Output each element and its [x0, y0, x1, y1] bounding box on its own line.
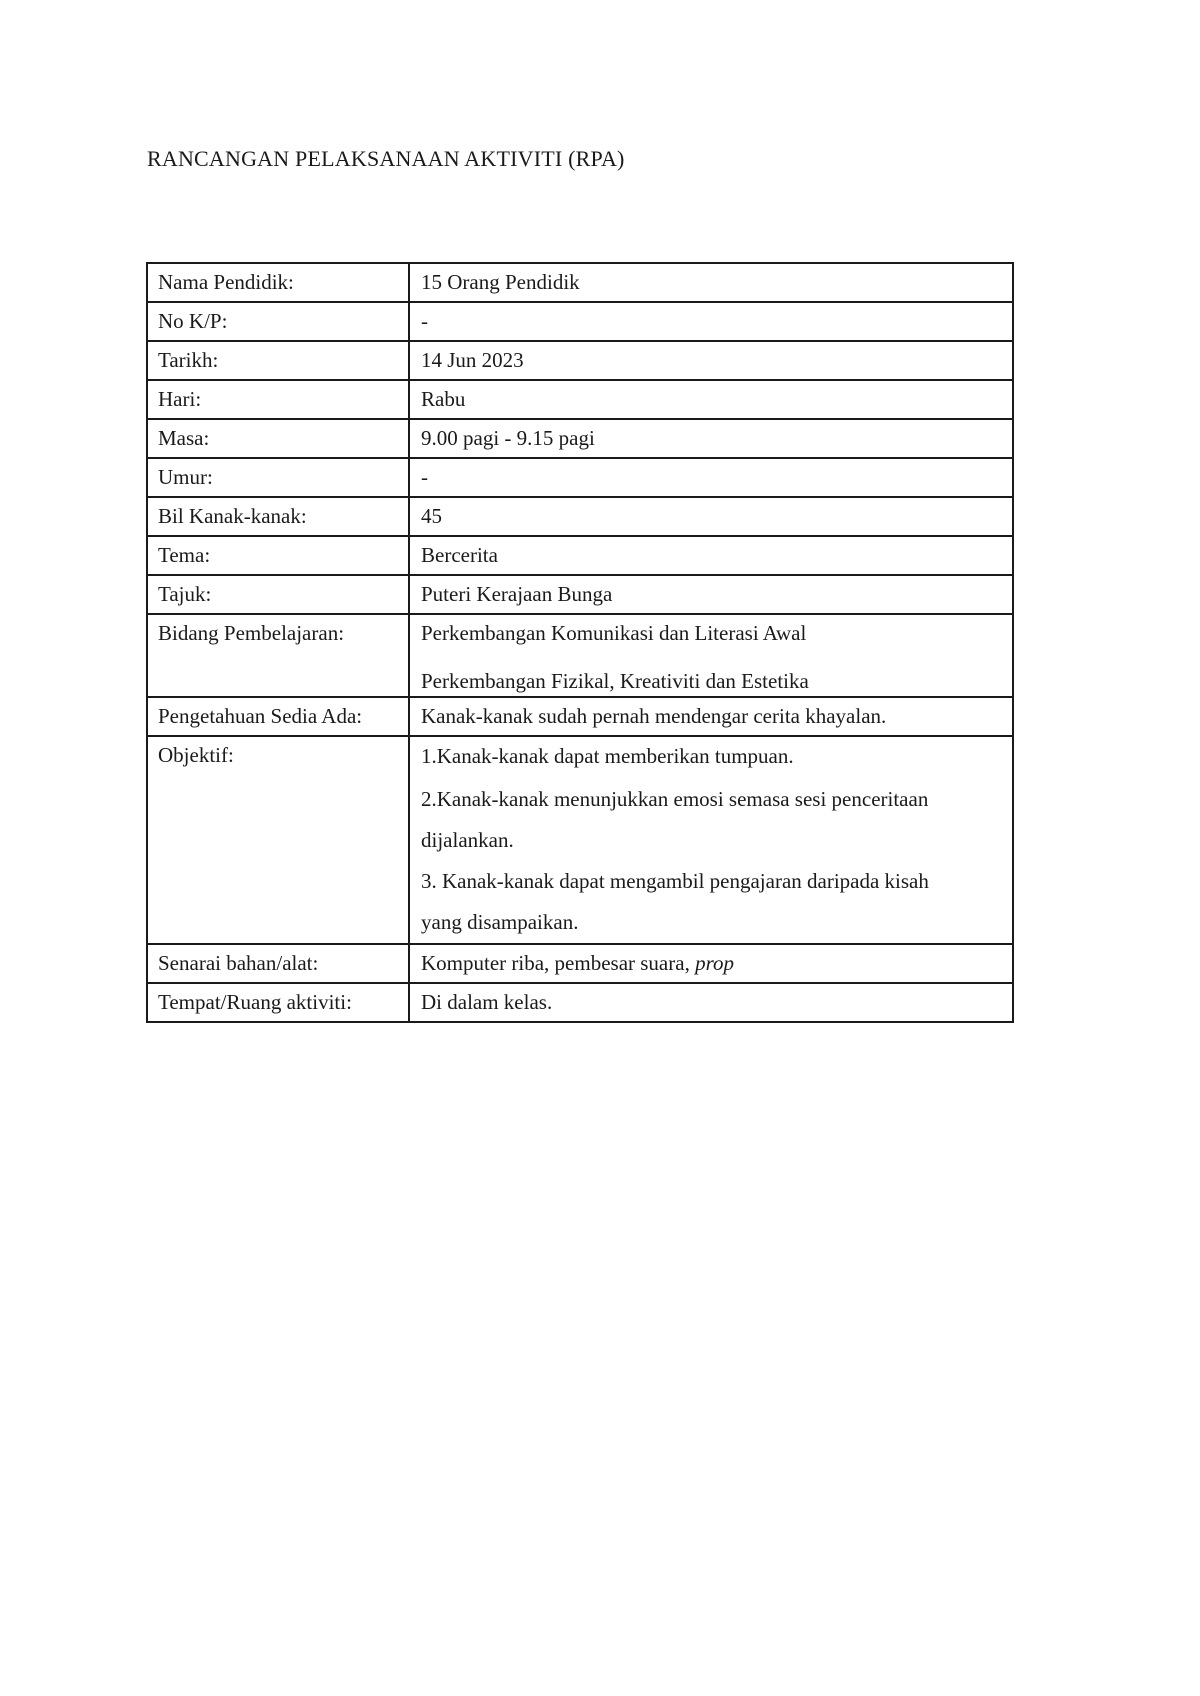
value-bidang-pembelajaran — [409, 614, 1013, 697]
objektif-line: yang disampaikan. — [421, 909, 579, 934]
bidang-item: Perkembangan Komunikasi dan Literasi Awal — [421, 621, 807, 645]
value-nama-pendidik: 15 Orang Pendidik — [409, 263, 1013, 302]
table-row-no-kp — [147, 302, 1013, 341]
table-row-bil-kanak-kanak — [147, 497, 1013, 536]
value-tajuk: Puteri Kerajaan Bunga — [409, 575, 1013, 614]
table-row-objektif — [147, 736, 1013, 944]
label-tempat: Tempat/Ruang aktiviti: — [147, 983, 409, 1022]
label-umur: Umur: — [147, 458, 409, 497]
label-bidang-pembelajaran: Bidang Pembelajaran: — [147, 614, 409, 697]
page-title: RANCANGAN PELAKSANAAN AKTIVITI (RPA) — [147, 146, 625, 171]
value-masa: 9.00 pagi - 9.15 pagi — [409, 419, 1013, 458]
senarai-bahan-text: Komputer riba, pembesar suara, — [421, 950, 696, 975]
value-bil-kanak-kanak: 45 — [409, 497, 1013, 536]
objektif-line: 1.Kanak-kanak dapat memberikan tumpuan. — [421, 743, 794, 768]
table-row-nama-pendidik — [147, 263, 1013, 302]
value-senarai-bahan — [409, 944, 1013, 983]
label-tema: Tema: — [147, 536, 409, 575]
value-umur: - — [409, 458, 1013, 497]
table-row-tajuk — [147, 575, 1013, 614]
table-row-senarai-bahan — [147, 944, 1013, 983]
label-bil-kanak-kanak: Bil Kanak-kanak: — [147, 497, 409, 536]
value-tarikh: 14 Jun 2023 — [409, 341, 1013, 380]
label-objektif: Objektif: — [147, 736, 409, 944]
table-row-pengetahuan-sedia-ada — [147, 697, 1013, 736]
objektif-line: 3. Kanak-kanak dapat mengambil pengajaran daripada kisah — [421, 868, 929, 893]
objektif-line: dijalankan. — [421, 827, 514, 852]
label-masa: Masa: — [147, 419, 409, 458]
table-row-masa — [147, 419, 1013, 458]
label-tajuk: Tajuk: — [147, 575, 409, 614]
objektif-line: 2.Kanak-kanak menunjukkan emosi semasa sesi penceritaan — [421, 786, 929, 811]
value-tema: Bercerita — [409, 536, 1013, 575]
table-row-umur — [147, 458, 1013, 497]
label-senarai-bahan: Senarai bahan/alat: — [147, 944, 409, 983]
label-hari: Hari: — [147, 380, 409, 419]
label-no-kp: No K/P: — [147, 302, 409, 341]
senarai-bahan-italic: prop — [695, 950, 734, 975]
bidang-item: Perkembangan Fizikal, Kreativiti dan Estetika — [421, 669, 809, 694]
rpa-table — [146, 262, 1014, 1023]
table-row-tarikh — [147, 341, 1013, 380]
value-pengetahuan-sedia-ada: Kanak-kanak sudah pernah mendengar cerita khayalan. — [409, 697, 1013, 736]
label-pengetahuan-sedia-ada: Pengetahuan Sedia Ada: — [147, 697, 409, 736]
value-objektif — [409, 736, 1013, 944]
label-tarikh: Tarikh: — [147, 341, 409, 380]
label-nama-pendidik: Nama Pendidik: — [147, 263, 409, 302]
table-row-tema — [147, 536, 1013, 575]
value-tempat: Di dalam kelas. — [409, 983, 1013, 1022]
value-no-kp: - — [409, 302, 1013, 341]
table-row-bidang-pembelajaran — [147, 614, 1013, 697]
table-row-tempat — [147, 983, 1013, 1022]
table-row-hari — [147, 380, 1013, 419]
value-hari: Rabu — [409, 380, 1013, 419]
